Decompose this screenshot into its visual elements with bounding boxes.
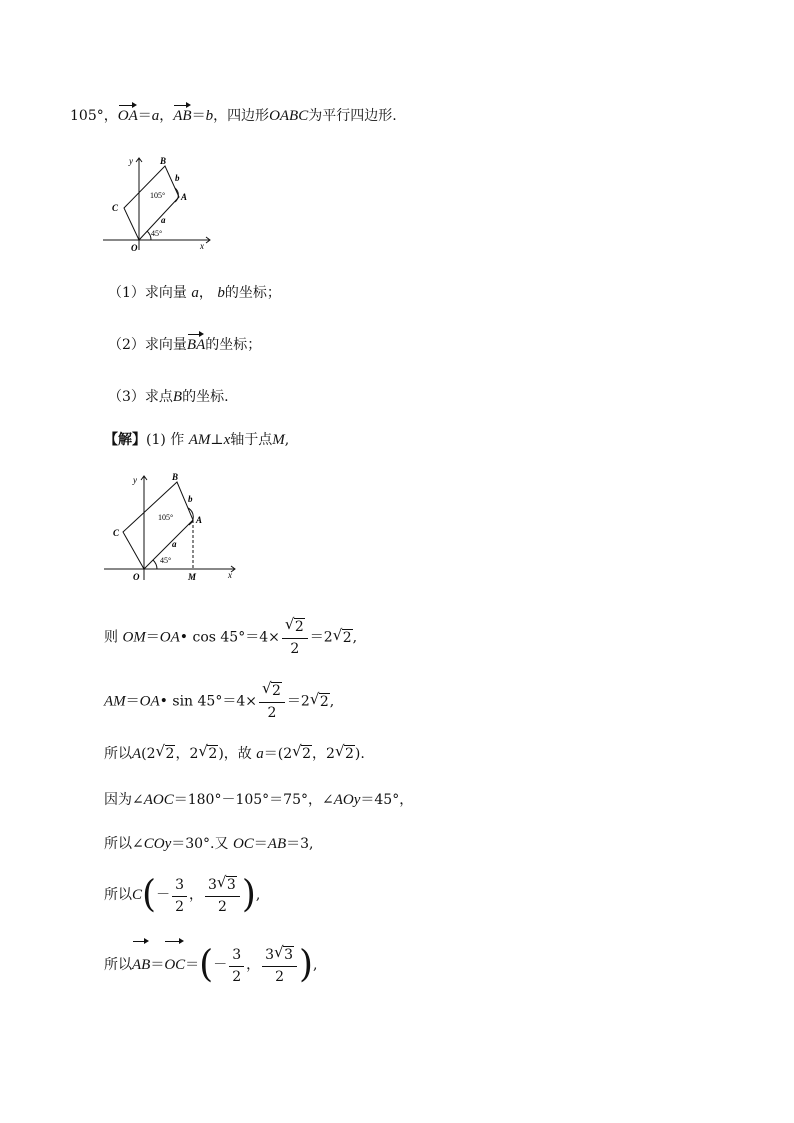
vector-ba: BA — [186, 337, 206, 353]
vector-oc: OC — [164, 942, 185, 988]
angle-105-label: 105° — [158, 513, 174, 522]
question-2: （2）求向量BA的坐标； — [108, 337, 262, 353]
vector-oa: OA — [117, 108, 138, 124]
solution-heading: 【解】 — [104, 432, 146, 448]
fraction: $\frac{3}{2}$ — [229, 944, 244, 987]
intro-line: 105°，OA＝a，AB＝b，四边形OABC为平行四边形. — [70, 108, 397, 124]
point-a-label: A — [181, 192, 188, 202]
point-c-label: C — [112, 203, 119, 213]
origin-label: O — [131, 243, 138, 253]
right-paren: ) — [241, 872, 256, 916]
solution-step-2: 则 OM＝OA• cos 45°＝4× √ 2 2 ＝2 √ 2, — [104, 615, 358, 657]
point-c-label: C — [113, 528, 120, 538]
solution-step-4: 所以A(2 √ 2，2 √ 2)，故 a＝(2 √ 2，2 √ 2). — [104, 742, 365, 762]
point-b-label: B — [160, 156, 167, 166]
y-axis-label: y — [133, 475, 137, 485]
y-axis-label: y — [129, 156, 133, 166]
right-paren: ) — [298, 942, 314, 986]
figure-parallelogram-2 — [100, 468, 245, 588]
question-3: （3）求点B的坐标. — [108, 389, 229, 405]
angle-45-label: 45° — [151, 229, 163, 238]
point-a-label: A — [196, 515, 203, 525]
fraction: 3 √ 3 2 — [205, 874, 240, 917]
fraction: √ 2 2 — [282, 616, 308, 659]
fraction: 3 √ 3 2 — [262, 944, 297, 987]
solution-step-8: 所以AB＝OC＝(－ $\frac{3}{2}$ ， 3 √ 3 2 ), — [104, 942, 318, 986]
solution-step-7: 所以C(－ $\frac{3}{2}$ ， 3 √ 3 2 ), — [104, 872, 261, 916]
vector-b-label: b — [188, 494, 193, 504]
sqrt: √ 2 — [332, 625, 352, 646]
solution-step-5: 因为∠AOC＝180°－105°＝75°，∠AOy＝45°， — [104, 792, 414, 808]
angle-105-label: 105° — [150, 191, 166, 200]
vector-b-label: b — [175, 173, 180, 183]
fraction: √ 2 2 — [259, 680, 285, 723]
vector-ab: AB — [132, 942, 150, 988]
point-b-label: B — [172, 472, 179, 482]
question-1: （1）求向量 a， b的坐标； — [108, 285, 281, 301]
vector-a-label: a — [172, 539, 177, 549]
figure-parallelogram-1 — [95, 150, 220, 255]
solution-step-1: 【解】(1) 作 AM⊥x轴于点M, — [104, 432, 290, 448]
sqrt: √ 2 — [309, 689, 329, 710]
x-axis-label: x — [228, 570, 232, 580]
origin-label: O — [133, 572, 140, 582]
vector-a-label: a — [161, 215, 166, 225]
left-paren: ( — [199, 942, 214, 986]
fraction: $\frac{3}{2}$ — [172, 874, 187, 917]
vector-ab: AB — [173, 108, 192, 124]
angle-45-label: 45° — [160, 556, 172, 565]
solution-step-6: 所以∠COy＝30°.又 OC＝AB＝3, — [104, 836, 314, 852]
x-axis-label: x — [200, 241, 204, 251]
solution-step-3: AM＝OA• sin 45°＝4× √ 2 2 ＝2 √ 2, — [104, 679, 335, 721]
left-paren: ( — [142, 872, 157, 916]
point-m-label: M — [188, 572, 197, 582]
